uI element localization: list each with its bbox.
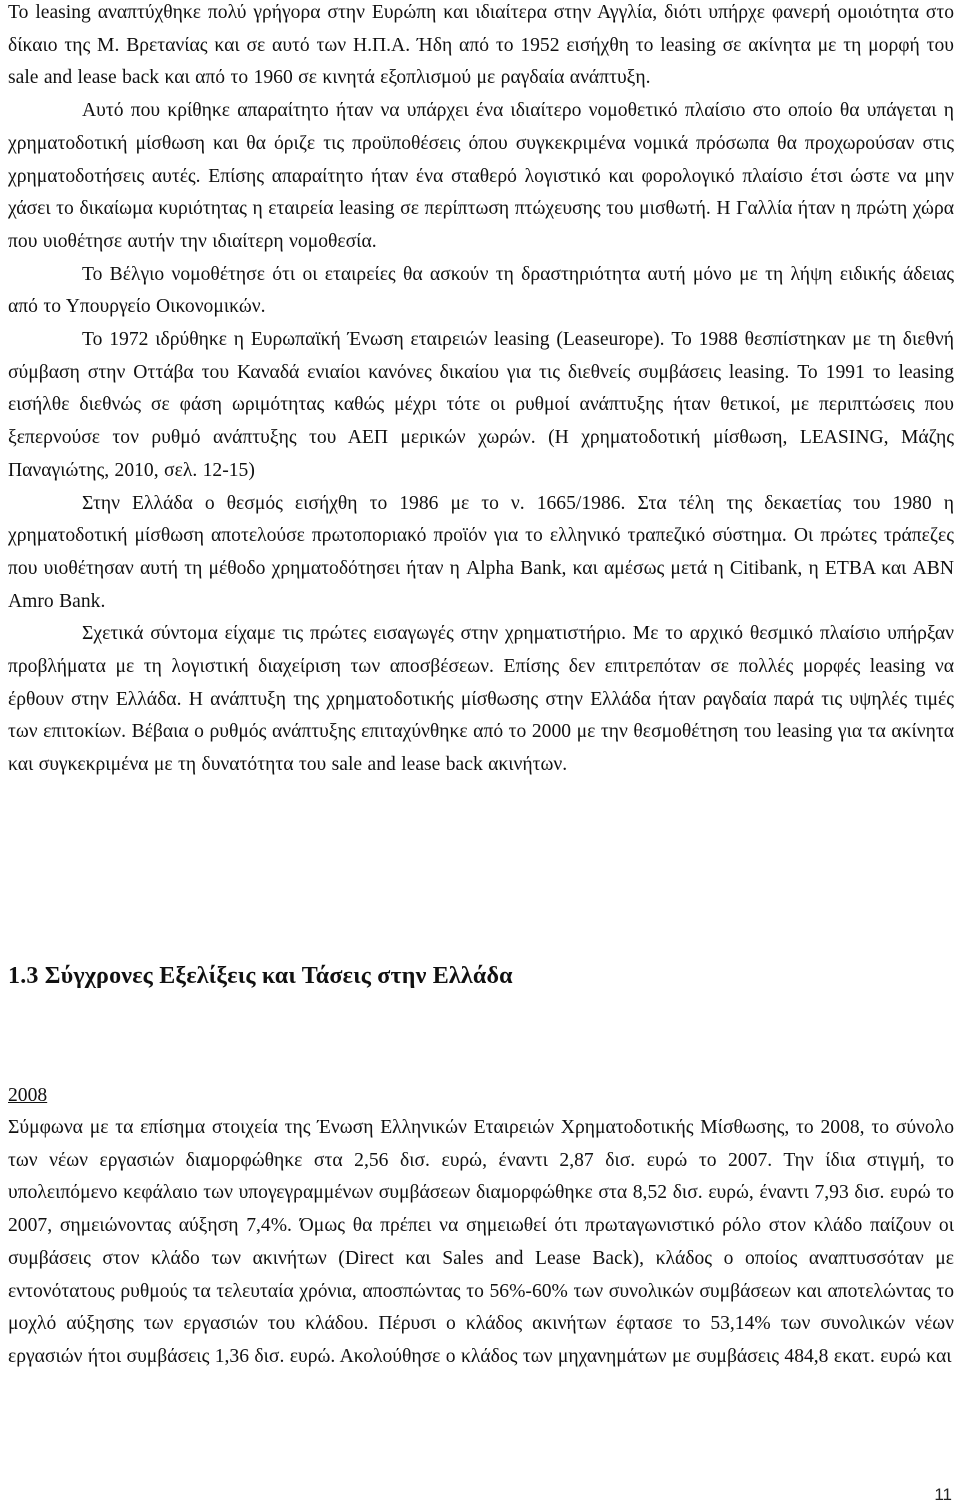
paragraph-leaseurope: Το 1972 ιδρύθηκε η Ευρωπαϊκή Ένωση εταιρειών leasing (Leaseurope). Το 1988 θεσπίστηκαν με τη διεθνή σύμβαση στην Οττάβα του Καναδά ενιαίοι κανόνες δικαίου για τις διεθνείς συμβάσεις leasing. Το 1991 το leasing εισήλθε διεθνώς σε φάση ωριμότητας καθώς μέχρι τότε οι ρυθμοί ανάπτυξης ήταν θετικοί, με περιπτώσεις που ξεπερνούσε τον ρυθμό ανάπτυξης του ΑΕΠ μερικών χωρών. (Η χρηματοδοτική μίσθωση, LEASING, Μάζης Παναγιώτης, 2010, σελ. 12-15) (8, 329, 954, 481)
year-label: 2008 (8, 1085, 48, 1106)
paragraph-legal-framework: Αυτό που κρίθηκε απαραίτητο ήταν να υπάρχει ένα ιδιαίτερο νομοθετικό πλαίσιο στο οποίο θα υπάγεται η χρηματοδοτική μίσθωση και θα όριζε τις προϋποθέσεις όπου συγκεκριμένα νομικά πρόσωπα θα προχωρούσαν στις χρηματοδοτήσεις αυτές. Επίσης απαραίτητο ήταν ένα σταθερό λογιστικό και φορολογικό πλαίσιο έτσι ώστε να μην χάσει το δικαίωμα κυριότητας η εταιρεία leasing σε περίπτωση πτώχευσης του μισθωτή. Η Γαλλία ήταν η πρώτη χώρα που υιοθέτησε αυτήν την ιδιαίτερη νομοθεσία. (8, 100, 954, 252)
paragraph-greece-development: Σχετικά σύντομα είχαμε τις πρώτες εισαγωγές στην χρηματιστήριο. Με το αρχικό θεσμικό πλαίσιο υπήρξαν προβλήματα με τη λογιστική διαχείριση των αποσβέσεων. Επίσης δεν επιτρεπόταν σε πολλές μορφές leasing να έρθουν στην Ελλάδα. Η ανάπτυξη της χρηματοδοτικής μίσθωσης στην Ελλάδα ήταν ραγδαία παρά τις υψηλές τιμές των επιτοκίων. Βέβαια ο ρυθμός ανάπτυξης επιταχύνθηκε από το 2000 με την θεσμοθέτηση του leasing για τα ακίνητα και συγκεκριμένα με τη δυνατότητα του sale and lease back ακινήτων. (8, 623, 954, 776)
paragraph-greece-introduction: Στην Ελλάδα ο θεσμός εισήχθη το 1986 με το ν. 1665/1986. Στα τέλη της δεκαετίας του 1980 η χρηματοδοτική μίσθωση αποτελούσε πρωτοποριακό προϊόν για το ελληνικό τραπεζικό σύστημα. Οι πρώτες τράπεζες που υιοθέτησαν αυτή τη μέθοδο χρηματοδότησει ήταν η Alpha Bank, και αμέσως μετά η Citibank, η ΕΤΒΑ και ABN Amro Bank. (8, 492, 954, 612)
paragraph-leasing-europe: Το leasing αναπτύχθηκε πολύ γρήγορα στην Ευρώπη και ιδιαίτερα στην Αγγλία, διότι υπήρχε φανερή ομοιότητα στο δίκαιο της Μ. Βρετανίας και σε αυτό των Η.Π.Α. Ήδη από το 1952 εισήχθη το leasing σε ακίνητα με τη μορφή του sale and lease back και από το 1960 σε κινητά εξοπλισμού με ραγδαία ανάπτυξη. (8, 2, 954, 89)
recent-developments-section (8, 1112, 954, 1374)
history-section (8, 0, 954, 782)
page-number: 11 (934, 1485, 952, 1504)
section-heading: 1.3 Σύγχρονες Εξελίξεις και Τάσεις στην Ελλάδα (8, 963, 513, 989)
paragraph-2008-statistics: Σύμφωνα με τα επίσημα στοιχεία της Ένωση Ελληνικών Εταιρειών Χρηματοδοτικής Μίσθωσης, το 2008, το σύνολο των νέων εργασιών διαμορφώθηκε στα 2,56 δισ. ευρώ, έναντι 2,87 δισ. ευρώ το 2007. Την ίδια στιγμή, το υπολειπόμενο κεφάλαιο των υπογεγραμμένων συμβάσεων διαμορφώθηκε στα 8,52 δισ. ευρώ, έναντι 7,93 δισ. ευρώ το 2007, σημειώνοντας αύξηση 7,4%. Όμως θα πρέπει να σημειωθεί ότι πρωταγωνιστικό ρόλο στον κλάδο παίζουν οι συμβάσεις στον κλάδο των ακινήτων (Direct και Sales and Lease Back), κλάδος ο οποίος αναπτυσσόταν με εντονότατους ρυθμούς τα τελευταία χρόνια, αποσπώντας το 56%-60% των συνολικών συμβάσεων και αποτελώντας το μοχλό αύξησης των εργασιών του κλάδου. Πέρυσι ο κλάδος ακινήτων έφτασε το 53,14% των συνολικών νέων εργασιών ήτοι συμβάσεις 1,36 δισ. ευρώ. Ακολούθησε ο κλάδος των μηχανημάτων με συμβάσεις 484,8 εκατ. ευρώ και (8, 1117, 954, 1367)
paragraph-belgium: Το Βέλγιο νομοθέτησε ότι οι εταιρείες θα ασκούν τη δραστηριότητα αυτή μόνο με τη λήψη ειδικής άδειας από το Υπουργείο Οικονομικών. (8, 263, 954, 318)
